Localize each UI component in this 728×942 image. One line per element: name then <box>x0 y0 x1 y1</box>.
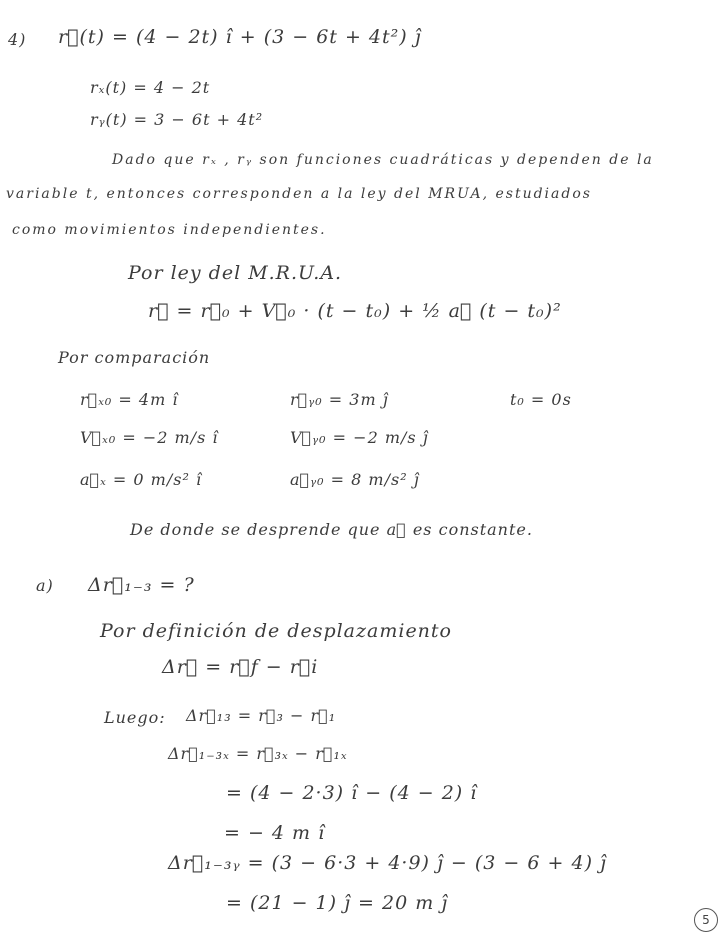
rx-equation: rₓ(t) = 4 − 2t <box>90 78 211 97</box>
luego-label: Luego: <box>104 708 166 727</box>
page-number-badge: 5 <box>694 908 718 932</box>
ry0-value: r⃗ᵧ₀ = 3m ĵ <box>290 390 389 409</box>
paragraph-line-1: Dado que rₓ , rᵧ son funciones cuadráticas y dependen de la <box>112 152 654 168</box>
vy0-value: V⃗ᵧ₀ = −2 m/s ĵ <box>290 428 429 447</box>
t0-value: t₀ = 0s <box>510 390 572 409</box>
ax-value: a⃗ₓ = 0 m/s² î <box>80 470 203 489</box>
x-calculation-step-2: = − 4 m î <box>224 822 326 844</box>
ay0-value: a⃗ᵧ₀ = 8 m/s² ĵ <box>290 470 420 489</box>
law-title: Por ley del M.R.U.A. <box>128 262 343 284</box>
paragraph-line-3: como movimientos independientes. <box>12 222 327 238</box>
paragraph-line-2: variable t, entonces corresponden a la ley del MRUA, estudiados <box>6 186 592 202</box>
conclusion-line: De donde se desprende que a⃗ es constante. <box>130 520 533 539</box>
y-calculation-step-2: = (21 − 1) ĵ = 20 m ĵ <box>226 892 449 914</box>
position-vector-equation: r⃗(t) = (4 − 2t) î + (3 − 6t + 4t²) ĵ <box>58 26 422 48</box>
law-equation: r⃗ = r⃗₀ + V⃗₀ · (t − t₀) + ½ a⃗ (t − t₀)² <box>148 300 562 322</box>
displacement-title: Por definición de desplazamiento <box>100 620 452 642</box>
x-calculation-step-1: = (4 − 2·3) î − (4 − 2) î <box>226 782 478 804</box>
delta-r13-equation: Δr⃗₁₃ = r⃗₃ − r⃗₁ <box>186 706 337 725</box>
part-a-question: Δr⃗₁₋₃ = ? <box>88 574 195 596</box>
ry-equation: rᵧ(t) = 3 − 6t + 4t² <box>90 110 264 129</box>
vx0-value: V⃗ₓ₀ = −2 m/s î <box>80 428 219 447</box>
delta-r13y-equation: Δr⃗₁₋₃ᵧ = (3 − 6·3 + 4·9) ĵ − (3 − 6 + 4) ĵ <box>168 852 607 874</box>
delta-r13x-equation: Δr⃗₁₋₃ₓ = r⃗₃ₓ − r⃗₁ₓ <box>168 744 348 763</box>
displacement-definition: Δr⃗ = r⃗f − r⃗i <box>162 656 319 678</box>
part-a-label: a) <box>36 576 54 595</box>
comparison-title: Por comparación <box>58 348 211 367</box>
problem-number: 4) <box>8 30 27 49</box>
rx0-value: r⃗ₓ₀ = 4m î <box>80 390 179 409</box>
